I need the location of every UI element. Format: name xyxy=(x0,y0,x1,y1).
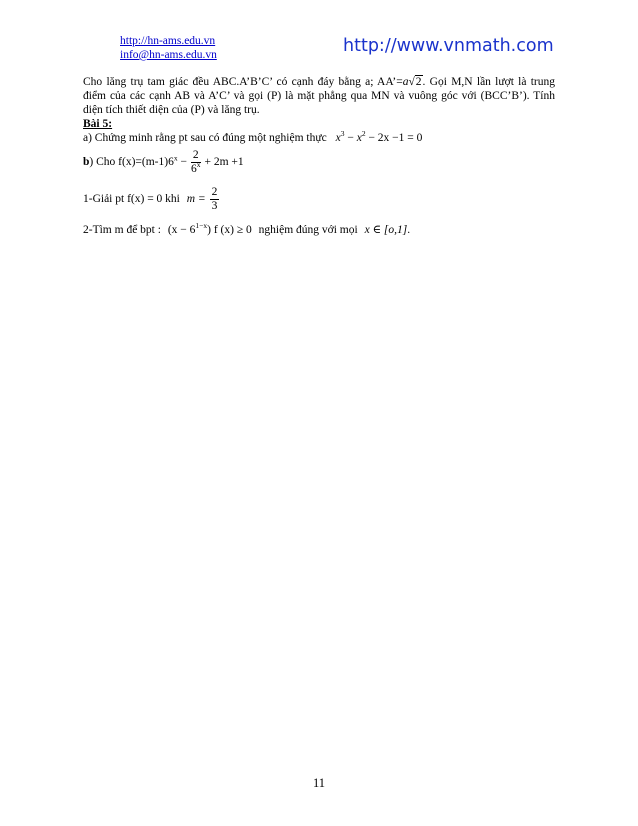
eq-exp-3: 3 xyxy=(340,129,345,139)
part-b-label: b xyxy=(83,156,90,169)
item1-denominator: 3 xyxy=(211,200,218,212)
page-number: 11 xyxy=(312,776,326,790)
ineq-part-a: (x − 6 xyxy=(167,224,196,236)
part-b-text: ) Cho f(x)=(m-1)6 xyxy=(89,156,174,169)
item2-text: 2-Tìm m để bpt : xyxy=(83,224,161,236)
eq-exp-2: 2 xyxy=(361,129,366,139)
aa-variable: a xyxy=(402,76,409,88)
item2-end: . xyxy=(407,224,411,236)
item1-fraction xyxy=(210,186,220,213)
part-a-equation xyxy=(335,129,423,144)
part-b-fraction xyxy=(191,149,201,176)
eq-x-squared-base: x xyxy=(356,132,362,144)
frac-denominator xyxy=(190,160,201,176)
header-links xyxy=(120,34,217,62)
item2-domain: x ∈ [o,1] xyxy=(364,224,408,236)
problem-text-b: . Gọi M,N lần lượt là trung điểm của các cạnh AB và A’C’ và gọi (P) là mặt phẳng qua MN và vuông góc với (BCC’B’). Tính diện tích thiết diện của (P) và lăng trụ. xyxy=(83,76,556,116)
problem-text-a: Cho lăng trụ tam giác đều ABC.A’B’C’ có cạnh đáy bằng a; AA’= xyxy=(83,76,403,88)
vnmath-site-title: http://www.vnmath.com xyxy=(343,36,554,56)
sqrt-symbol: √ xyxy=(408,76,415,88)
eq-x-cubed-base: x xyxy=(335,132,341,144)
frac-numerator: 2 xyxy=(192,149,199,161)
item1-lhs: m = xyxy=(186,193,206,206)
part-b-minus: − xyxy=(180,156,187,169)
item1-text: 1-Giải pt f(x) = 0 khi xyxy=(83,193,180,206)
problem-prism-paragraph xyxy=(83,75,555,117)
item1-numerator: 2 xyxy=(211,186,218,198)
part-b-tail: + 2m +1 xyxy=(204,156,244,169)
bai5-title: Bài 5: xyxy=(83,118,113,130)
part-b-line xyxy=(83,149,244,176)
ineq-part-b: ) f (x) ≥ 0 xyxy=(207,224,252,236)
part-b-exp: x xyxy=(173,153,178,163)
hn-ams-link[interactable]: http://hn-ams.edu.vn xyxy=(120,35,216,47)
eq-rest: − 2x −1 = 0 xyxy=(368,132,423,144)
document-body xyxy=(83,75,555,257)
sqrt-radicand: 2 xyxy=(415,76,422,88)
frac-den-exp: x xyxy=(196,160,201,170)
part-a-line xyxy=(83,131,422,145)
bai5-block xyxy=(83,117,555,257)
eq-minus: − xyxy=(347,132,354,144)
part-a-text: a) Chứng minh rằng pt sau có đúng một nghiệm thực xyxy=(83,132,327,144)
item1-line xyxy=(83,186,220,213)
hn-ams-email-link[interactable]: info@hn-ams.edu.vn xyxy=(120,49,217,61)
frac-den-base: 6 xyxy=(190,163,197,175)
item2-inequality xyxy=(167,221,252,236)
item2-line xyxy=(83,223,410,237)
ineq-exp: 1−x xyxy=(195,221,208,231)
item2-text2: nghiệm đúng với mọi xyxy=(258,224,358,236)
